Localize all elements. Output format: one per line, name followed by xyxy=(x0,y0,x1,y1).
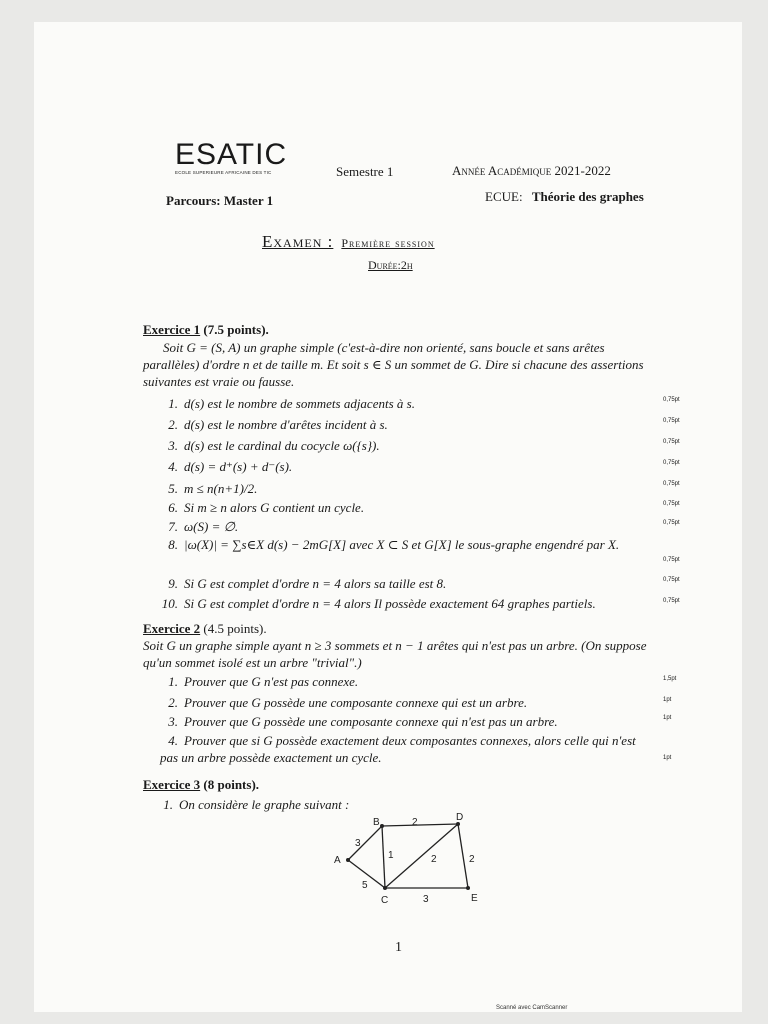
page-number: 1 xyxy=(395,940,402,955)
ex1-points: 0,75pt xyxy=(663,481,680,487)
exercise-2-label: Exercice 2 xyxy=(143,621,201,636)
esatic-logo xyxy=(175,138,288,177)
node-C xyxy=(383,886,387,890)
ex1-points: 0,75pt xyxy=(663,460,680,466)
exercise-1-intro: Soit G = (S, A) un graphe simple (c'est-à-dire non orienté, sans boucle et sans arêtes parallèles) d'ordre n et de taille m. Et soit s ∈ S un sommet de G. Dire si chacune des assertions suivantes est vraie ou fausse. xyxy=(143,340,644,389)
ex1-item: 6. Si m ≥ n alors G contient un cycle. xyxy=(168,500,365,515)
exam-session: Première session xyxy=(341,236,435,250)
ex2-item: 3. Prouver que G possède une composante connexe qui n'est pas un arbre. xyxy=(168,714,558,729)
weighted-graph xyxy=(330,808,490,908)
node-E xyxy=(466,886,470,890)
ex1-item: 5. m ≤ n(n+1)/2. xyxy=(168,481,258,496)
node-label-C: C xyxy=(381,895,389,906)
node-label-D: D xyxy=(456,812,464,823)
ecue-value: Théorie des graphes xyxy=(531,189,644,204)
ecue-line xyxy=(485,189,644,205)
ex2-points: 1pt xyxy=(663,715,672,721)
semester-label: Semestre 1 xyxy=(336,164,394,179)
edge-weight-C-E: 3 xyxy=(423,894,429,905)
ex1-points: 0,75pt xyxy=(663,520,680,526)
edge-D-E xyxy=(458,824,468,888)
edge-A-B xyxy=(348,826,382,860)
ex1-item: 2. d(s) est le nombre d'arêtes incident à s. xyxy=(168,417,388,432)
ex1-points: 0,75pt xyxy=(663,397,680,403)
exercise-3-heading xyxy=(143,777,259,793)
edge-B-C xyxy=(382,826,385,888)
exam-duration: Durée:2h xyxy=(368,258,413,272)
ex1-item: 8. |ω(X)| = ∑s∈X d(s) − 2mG[X] avec X ⊂ S et G[X] le sous-graphe engendré par X. xyxy=(168,537,620,552)
parcours-label: Parcours: Master 1 xyxy=(166,193,274,208)
node-label-B: B xyxy=(373,817,380,828)
ex1-item: 7. ω(S) = ∅. xyxy=(168,519,239,534)
ex2-points: 1pt xyxy=(663,697,672,703)
academic-year: Année Académique 2021-2022 xyxy=(452,163,611,178)
exercise-2-intro: Soit G un graphe simple ayant n ≥ 3 sommets et n − 1 arêtes qui n'est pas un arbre. (On suppose qu'un sommet isolé est un arbre "trivial".) xyxy=(143,638,647,670)
ex1-points: 0,75pt xyxy=(663,418,680,424)
node-A xyxy=(346,858,350,862)
exercise-2-heading xyxy=(143,621,267,637)
exercise-1-label: Exercice 1 xyxy=(143,322,201,337)
ex1-item: 3. d(s) est le cardinal du cocycle ω({s}). xyxy=(168,438,380,453)
node-label-E: E xyxy=(471,893,478,904)
exercise-2-points: (4.5 points). xyxy=(203,621,267,636)
edge-weight-A-C: 5 xyxy=(362,880,368,891)
ex1-item: 10. Si G est complet d'ordre n = 4 alors Il possède exactement 64 graphes partiels. xyxy=(161,596,596,611)
ex2-points: 1,5pt xyxy=(663,676,677,682)
exercise-1-points: (7.5 points). xyxy=(203,322,269,337)
edge-B-D xyxy=(382,824,458,826)
exam-title xyxy=(262,232,435,252)
ex1-item: 9. Si G est complet d'ordre n = 4 alors sa taille est 8. xyxy=(168,576,447,591)
ex2-item: 1. Prouver que G n'est pas connexe. xyxy=(168,674,359,689)
ex2-item: 2. Prouver que G possède une composante connexe qui est un arbre. xyxy=(168,695,528,710)
edge-weight-C-D: 2 xyxy=(431,854,437,865)
edge-weight-D-E: 2 xyxy=(469,854,475,865)
node-B xyxy=(380,824,384,828)
exercise-3-label: Exercice 3 xyxy=(143,777,201,792)
ecue-label: ECUE: xyxy=(485,189,523,204)
edge-weight-A-B: 3 xyxy=(355,838,361,849)
logo-subtitle: ECOLE SUPERIEURE AFRICAINE DES TIC xyxy=(175,170,272,175)
edge-weight-B-D: 2 xyxy=(412,817,418,828)
exercise-1-heading xyxy=(143,322,269,338)
ex1-points: 0,75pt xyxy=(663,577,680,583)
ex1-points: 0,75pt xyxy=(663,501,680,507)
ex2-points: 1pt xyxy=(663,755,672,761)
ex2-item: 4. Prouver que si G possède exactement deux composantes connexes, alors celle qui n'est pas un arbre possède exactement un cycle. xyxy=(160,733,636,765)
node-label-A: A xyxy=(334,855,341,866)
ex1-item: 1. d(s) est le nombre de sommets adjacents à s. xyxy=(168,396,415,411)
scanner-watermark: Scanné avec CamScanner xyxy=(496,1005,568,1011)
ex1-points: 0,75pt xyxy=(663,439,680,445)
ex1-item: 4. d(s) = d⁺(s) + d⁻(s). xyxy=(168,459,293,474)
edge-C-D xyxy=(385,824,458,888)
exam-title-main: Examen : xyxy=(262,232,334,251)
ex3-item: 1. On considère le graphe suivant : xyxy=(163,797,350,812)
ex1-points: 0,75pt xyxy=(663,598,680,604)
edge-weight-B-C: 1 xyxy=(388,850,394,861)
logo-text: ESATIC xyxy=(175,138,288,171)
exercise-3-points: (8 points). xyxy=(203,777,260,792)
ex1-points: 0,75pt xyxy=(663,557,680,563)
